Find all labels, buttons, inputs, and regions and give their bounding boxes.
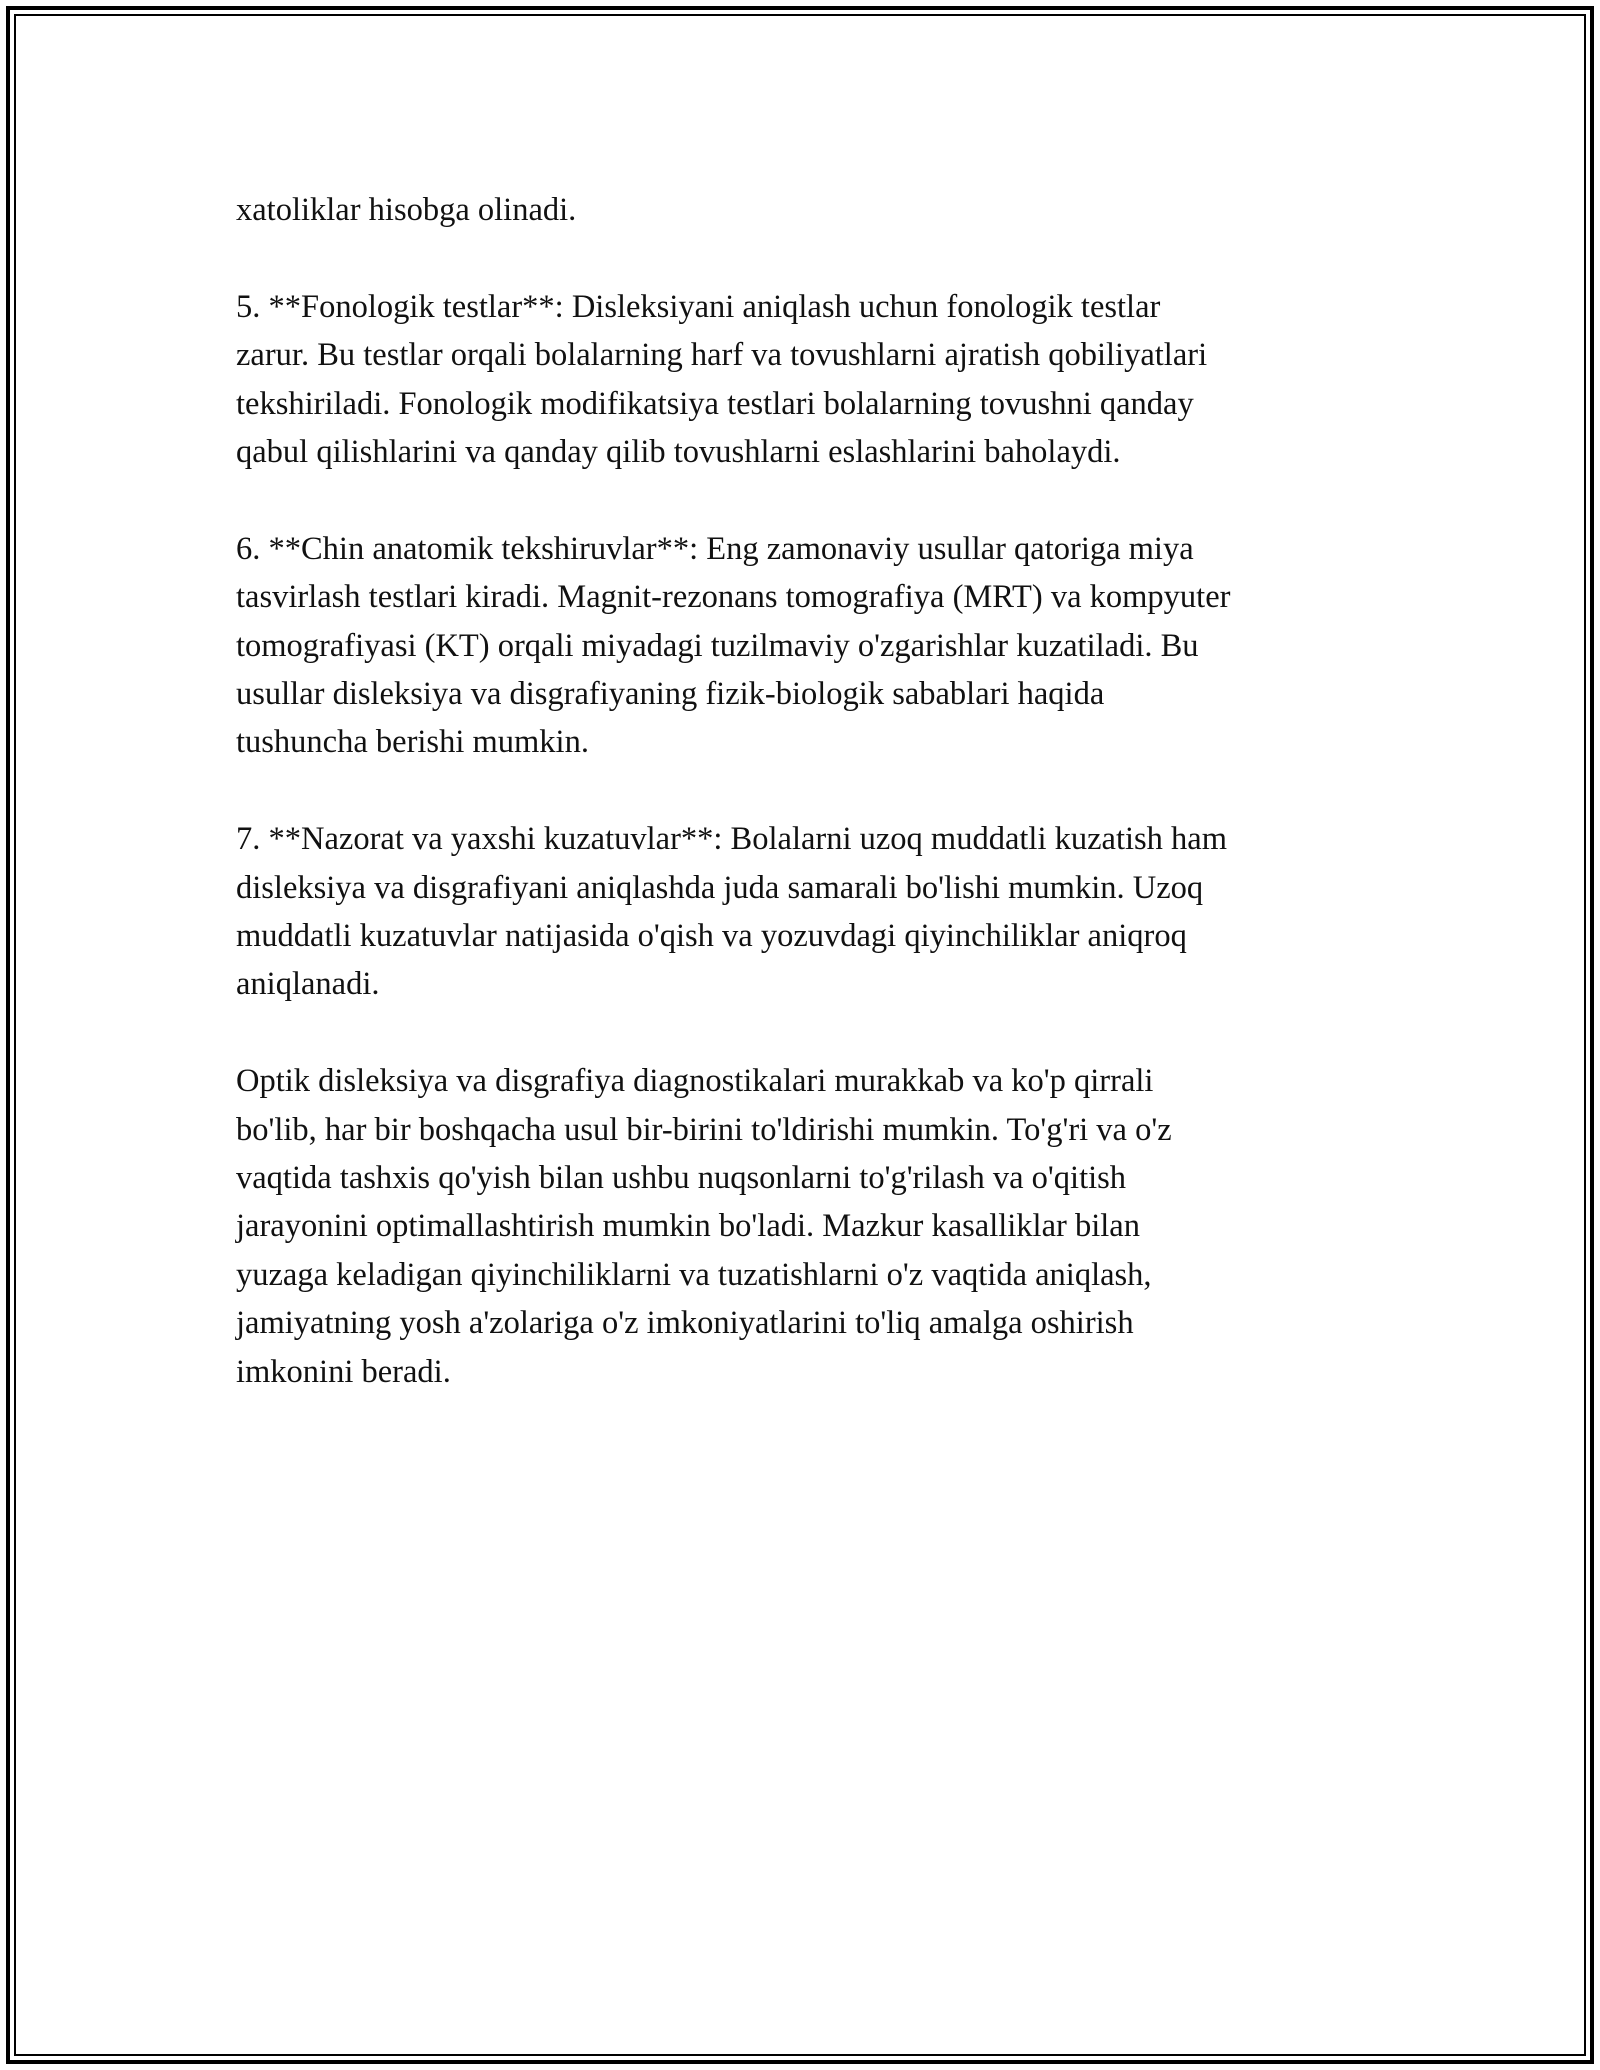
text-line: muddatli kuzatuvlar natijasida o'qish va yozuvdagi qiyinchiliklar aniqroq [236,918,1187,955]
text-line: xatoliklar hisobga olinadi. [236,192,577,228]
text-line: qabul qilishlarini va qanday qilib tovushlarni eslashlarini baholaydi. [236,434,1121,471]
paragraph-item-6-chin-anatomik [236,525,1366,767]
text-line: tasvirlash testlari kiradi. Magnit-rezonans tomografiya (MRT) va kompyuter [236,579,1231,616]
text-line: Optik disleksiya va disgrafiya diagnostikalari murakkab va ko'p qirrali [236,1063,1154,1100]
text-line: bo'lib, har bir boshqacha usul bir-birini to'ldirishi mumkin. To'g'ri va o'z [236,1111,1172,1148]
text-line: vaqtida tashxis qo'yish bilan ushbu nuqsonlarni to'g'rilash va o'qitish [236,1160,1127,1197]
text-line: 7. **Nazorat va yaxshi kuzatuvlar**: Bolalarni uzoq muddatli kuzatish ham [236,821,1227,858]
paragraph-item-7-nazorat [236,815,1366,1009]
text-line: tekshiriladi. Fonologik modifikatsiya testlari bolalarning tovushni qanday [236,385,1194,422]
paragraph-item-5-fonologik-testlar [236,283,1366,477]
text-line: yuzaga keladigan qiyinchiliklarni va tuzatishlarni o'z vaqtida aniqlash, [236,1256,1152,1293]
paragraph-continuation [236,186,1366,234]
text-line: 6. **Chin anatomik tekshiruvlar**: Eng zamonaviy usullar qatoriga miya [236,530,1194,567]
text-line: 5. **Fonologik testlar**: Disleksiyani aniqlash uchun fonologik testlar [236,288,1161,325]
text-line: tushuncha berishi mumkin. [236,724,589,761]
text-line: tomografiyasi (KT) orqali miyadagi tuzilmaviy o'zgarishlar kuzatiladi. Bu [236,627,1199,664]
text-line: disleksiya va disgrafiyani aniqlashda juda samarali bo'lishi mumkin. Uzoq [236,869,1204,906]
text-line: jarayonini optimallashtirish mumkin bo'ladi. Mazkur kasalliklar bilan [236,1208,1140,1245]
text-line: imkonini beradi. [236,1353,451,1390]
document-body [236,186,1366,1444]
paragraph-conclusion [236,1057,1366,1396]
text-line: aniqlanadi. [236,966,380,1003]
text-line: jamiyatning yosh a'zolariga o'z imkoniyatlarini to'liq amalga oshirish [236,1305,1134,1342]
text-line: usullar disleksiya va disgrafiyaning fizik-biologik sabablari haqida [236,676,1105,713]
text-line: zarur. Bu testlar orqali bolalarning harf va tovushlarni ajratish qobiliyatlari [236,337,1208,374]
